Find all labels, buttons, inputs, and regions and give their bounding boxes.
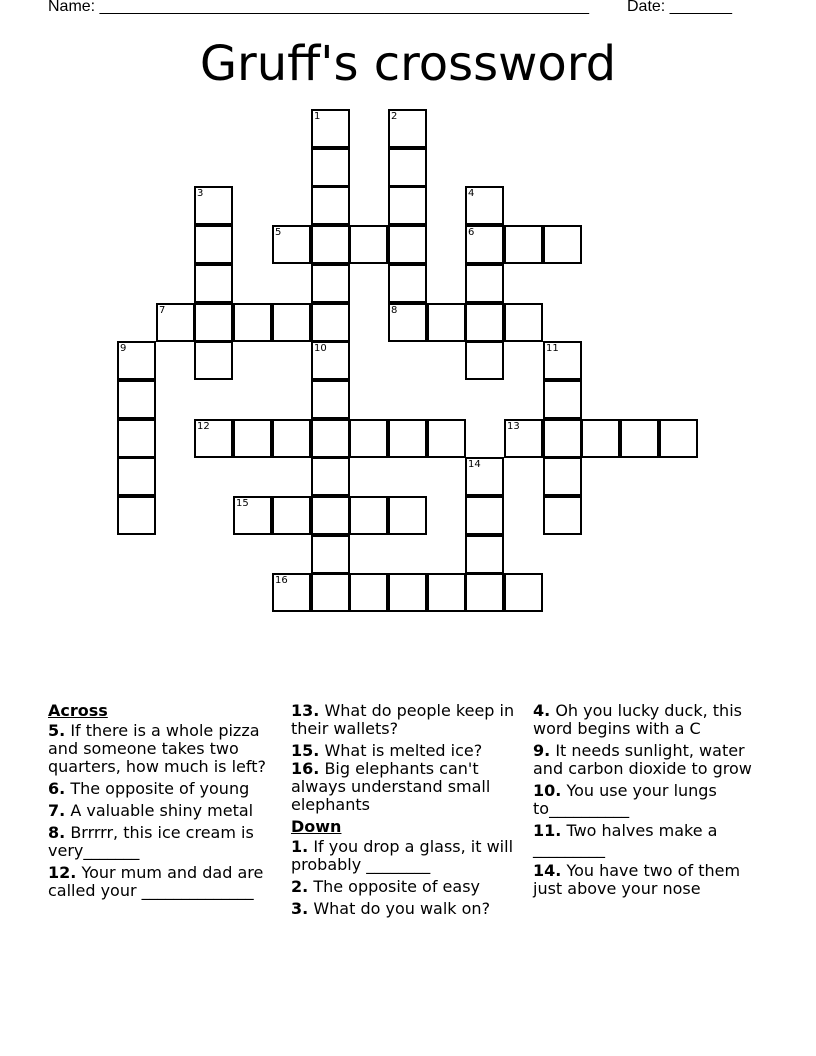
- cell-number: 5: [275, 227, 282, 238]
- clue-number: 2.: [291, 877, 309, 896]
- crossword-cell[interactable]: [272, 419, 311, 458]
- clue-text: The opposite of young: [70, 779, 250, 798]
- clue-down-3: [291, 900, 521, 918]
- crossword-cell[interactable]: [311, 186, 350, 225]
- clue-number: 7.: [48, 801, 66, 820]
- clue-text: Big elephants can't always understand small elephants: [291, 759, 491, 814]
- crossword-cell[interactable]: [117, 419, 156, 458]
- clue-text: The opposite of easy: [313, 877, 480, 896]
- crossword-cell[interactable]: [311, 225, 350, 264]
- crossword-cell[interactable]: [272, 573, 311, 612]
- crossword-cell[interactable]: [349, 496, 388, 535]
- down-heading: Down: [291, 817, 342, 836]
- cell-number: 13: [507, 421, 520, 432]
- cell-number: 6: [468, 227, 475, 238]
- crossword-cell[interactable]: [620, 419, 659, 458]
- crossword-cell[interactable]: [194, 303, 233, 342]
- cell-number: 16: [275, 575, 288, 586]
- crossword-cell[interactable]: [311, 457, 350, 496]
- cell-number: 15: [236, 498, 249, 509]
- crossword-cell[interactable]: [311, 264, 350, 303]
- crossword-cell[interactable]: [233, 419, 272, 458]
- crossword-cell[interactable]: [465, 496, 504, 535]
- clue-number: 1.: [291, 837, 309, 856]
- clue-number: 9.: [533, 741, 551, 760]
- cell-number: 10: [314, 343, 327, 354]
- clue-down-2: [291, 878, 521, 896]
- crossword-cell[interactable]: [233, 303, 272, 342]
- cell-number: 9: [120, 343, 127, 354]
- clue-number: 14.: [533, 861, 562, 880]
- date-field[interactable]: Date: _______: [627, 0, 732, 15]
- crossword-cell[interactable]: [311, 419, 350, 458]
- crossword-cell[interactable]: [388, 303, 427, 342]
- clue-text: What is melted ice?: [324, 741, 483, 760]
- clue-down-14: [533, 862, 763, 898]
- crossword-cell[interactable]: [311, 535, 350, 574]
- crossword-cell[interactable]: [117, 380, 156, 419]
- crossword-cell[interactable]: [388, 186, 427, 225]
- clue-number: 3.: [291, 899, 309, 918]
- clue-text: You have two of them just above your nose: [533, 861, 741, 898]
- clue-across-15: [291, 742, 521, 760]
- crossword-cell[interactable]: [311, 303, 350, 342]
- crossword-cell[interactable]: [311, 380, 350, 419]
- crossword-cell[interactable]: [427, 419, 466, 458]
- clue-text: If there is a whole pizza and someone takes two quarters, how much is left?: [48, 721, 267, 776]
- crossword-cell[interactable]: [349, 225, 388, 264]
- clue-across-5: [48, 722, 280, 776]
- crossword-cell[interactable]: [504, 303, 543, 342]
- crossword-cell[interactable]: [194, 341, 233, 380]
- crossword-cell[interactable]: [465, 303, 504, 342]
- clue-down-1: [291, 838, 521, 874]
- cell-number: 1: [314, 111, 321, 122]
- clue-text: Two halves make a _________: [533, 821, 718, 858]
- clue-number: 12.: [48, 863, 77, 882]
- across-heading: Across: [48, 701, 108, 720]
- crossword-cell[interactable]: [272, 303, 311, 342]
- crossword-cell[interactable]: [465, 341, 504, 380]
- crossword-cell[interactable]: [388, 419, 427, 458]
- crossword-cell[interactable]: [504, 419, 543, 458]
- cell-number: 2: [391, 111, 398, 122]
- clue-text: A valuable shiny metal: [70, 801, 254, 820]
- clue-number: 4.: [533, 701, 551, 720]
- clue-text: Oh you lucky duck, this word begins with a C: [533, 701, 742, 738]
- clue-number: 6.: [48, 779, 66, 798]
- crossword-cell[interactable]: [272, 496, 311, 535]
- crossword-cell[interactable]: [388, 109, 427, 148]
- cell-number: 7: [159, 305, 166, 316]
- clue-down-9: [533, 742, 763, 778]
- crossword-cell[interactable]: [543, 341, 582, 380]
- clue-number: 13.: [291, 701, 320, 720]
- clue-down-11: [533, 822, 763, 858]
- clue-number: 5.: [48, 721, 66, 740]
- crossword-cell[interactable]: [311, 573, 350, 612]
- clue-across-6: [48, 780, 280, 798]
- crossword-cell[interactable]: [388, 573, 427, 612]
- crossword-cell[interactable]: [465, 573, 504, 612]
- crossword-cell[interactable]: [543, 457, 582, 496]
- crossword-cell[interactable]: [194, 264, 233, 303]
- crossword-cell[interactable]: [311, 148, 350, 187]
- cell-number: 11: [546, 343, 559, 354]
- crossword-cell[interactable]: [465, 457, 504, 496]
- clues-column-2: [291, 702, 521, 922]
- crossword-cell[interactable]: [117, 496, 156, 535]
- clue-text: If you drop a glass, it will probably ________: [291, 837, 514, 874]
- crossword-cell[interactable]: [388, 148, 427, 187]
- crossword-cell[interactable]: [117, 457, 156, 496]
- cell-number: 12: [197, 421, 210, 432]
- clue-across-13: [291, 702, 521, 738]
- crossword-cell[interactable]: [504, 573, 543, 612]
- clue-across-12: [48, 864, 280, 900]
- clue-number: 8.: [48, 823, 66, 842]
- crossword-cell[interactable]: [194, 225, 233, 264]
- crossword-cell[interactable]: [311, 496, 350, 535]
- name-field[interactable]: Name: _______________________________________________________: [48, 0, 589, 15]
- clues-column-1: [48, 702, 280, 904]
- clues-column-3: [533, 702, 763, 902]
- cell-number: 8: [391, 305, 398, 316]
- clue-number: 15.: [291, 741, 320, 760]
- clue-across-16: [291, 760, 521, 814]
- clue-text: It needs sunlight, water and carbon dioxide to grow: [533, 741, 752, 778]
- crossword-cell[interactable]: [311, 109, 350, 148]
- crossword-cell[interactable]: [311, 341, 350, 380]
- crossword-cell[interactable]: [659, 419, 698, 458]
- crossword-cell[interactable]: [504, 225, 543, 264]
- clue-number: 16.: [291, 759, 320, 778]
- crossword-cell[interactable]: [272, 225, 311, 264]
- crossword-cell[interactable]: [427, 573, 466, 612]
- clue-number: 11.: [533, 821, 562, 840]
- crossword-cell[interactable]: [233, 496, 272, 535]
- crossword-cell[interactable]: [388, 264, 427, 303]
- crossword-cell[interactable]: [427, 303, 466, 342]
- crossword-cell[interactable]: [388, 225, 427, 264]
- crossword-cell[interactable]: [117, 341, 156, 380]
- cell-number: 4: [468, 188, 475, 199]
- clue-across-7: [48, 802, 280, 820]
- crossword-cell[interactable]: [194, 419, 233, 458]
- crossword-cell[interactable]: [581, 419, 620, 458]
- crossword-cell[interactable]: [543, 225, 582, 264]
- crossword-cell[interactable]: [543, 380, 582, 419]
- page-title: Gruff's crossword: [199, 36, 617, 92]
- clue-number: 10.: [533, 781, 562, 800]
- crossword-cell[interactable]: [465, 186, 504, 225]
- crossword-cell[interactable]: [388, 496, 427, 535]
- clue-down-4: [533, 702, 763, 738]
- crossword-cell[interactable]: [543, 496, 582, 535]
- crossword-cell[interactable]: [465, 535, 504, 574]
- clue-text: Brrrrr, this ice cream is very_______: [48, 823, 254, 860]
- crossword-cell[interactable]: [465, 264, 504, 303]
- clue-across-8: [48, 824, 280, 860]
- clue-text: Your mum and dad are called your ______________: [48, 863, 264, 900]
- cell-number: 14: [468, 459, 481, 470]
- cell-number: 3: [197, 188, 204, 199]
- crossword-cell[interactable]: [465, 225, 504, 264]
- crossword-cell[interactable]: [349, 419, 388, 458]
- clue-text: What do people keep in their wallets?: [291, 701, 515, 738]
- clue-text: What do you walk on?: [313, 899, 491, 918]
- crossword-cell[interactable]: [194, 186, 233, 225]
- crossword-cell[interactable]: [156, 303, 195, 342]
- crossword-cell[interactable]: [349, 573, 388, 612]
- crossword-cell[interactable]: [543, 419, 582, 458]
- clue-text: You use your lungs to__________: [533, 781, 717, 818]
- clue-down-10: [533, 782, 763, 818]
